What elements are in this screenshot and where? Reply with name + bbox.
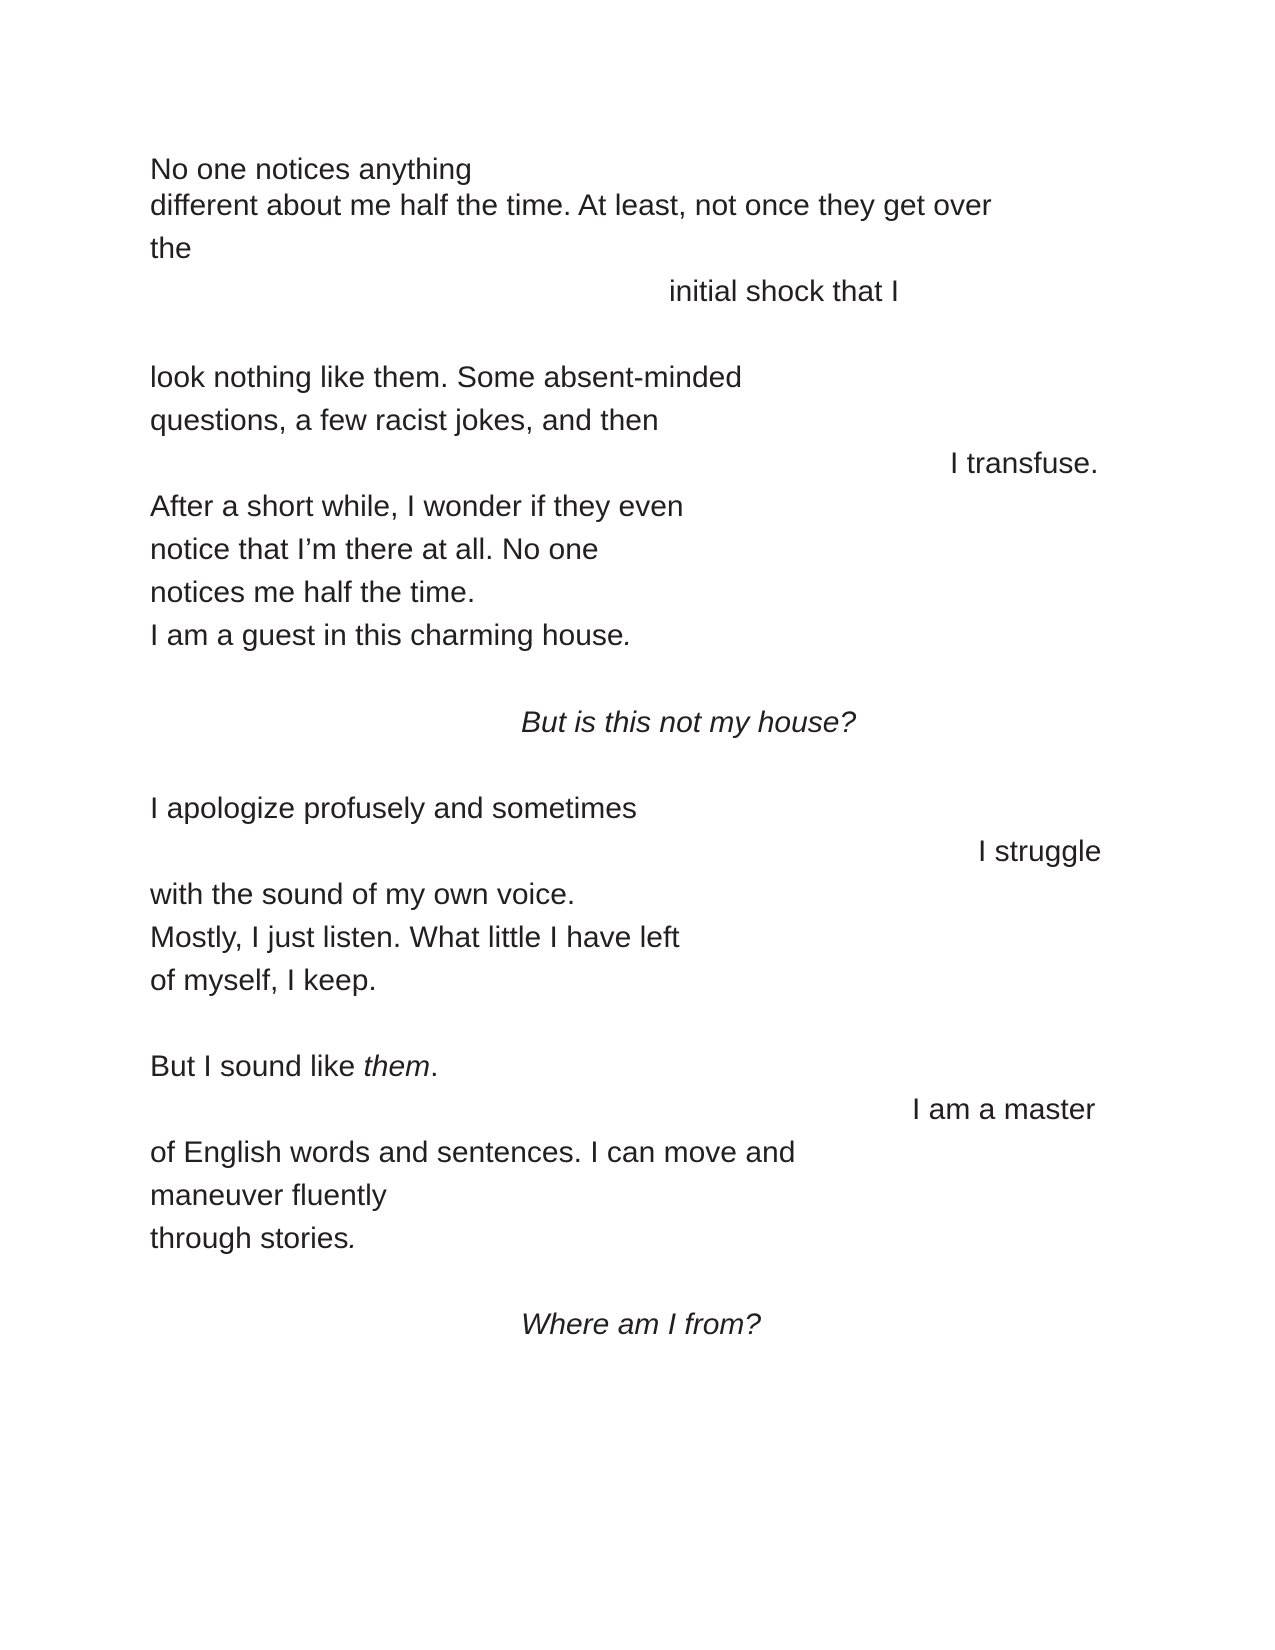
- poem-line-text: I am a guest in this charming house: [150, 619, 624, 652]
- poem-line: I apologize profusely and sometimes: [150, 792, 637, 825]
- poem-emphasis: them: [363, 1050, 431, 1083]
- poem-line: questions, a few racist jokes, and then: [150, 404, 659, 437]
- poem-line: [150, 613, 632, 658]
- poem-refrain: Where am I from?: [521, 1308, 762, 1341]
- poem-line: notice that I’m there at all. No one: [150, 533, 599, 566]
- poem-line: of myself, I keep.: [150, 964, 377, 997]
- poem-line: No one notices anything: [150, 153, 472, 186]
- poem-line-punctuation: .: [623, 619, 632, 652]
- poem-line: Mostly, I just listen. What little I have left: [150, 921, 680, 954]
- poem-line: different about me half the time. At least, not once they get over: [150, 189, 992, 222]
- poem-refrain: But is this not my house?: [521, 706, 857, 739]
- poem-line: look nothing like them. Some absent-minded: [150, 361, 743, 394]
- poem-line-text: through stories: [150, 1222, 349, 1255]
- poem-line: initial shock that I: [669, 275, 900, 308]
- poem-line: [150, 1216, 357, 1261]
- poem-line-punctuation: .: [430, 1050, 439, 1083]
- poem-line: [150, 1044, 439, 1089]
- poem-line: maneuver fluently: [150, 1179, 387, 1212]
- poem-line: I am a master: [912, 1093, 1096, 1126]
- poem-line-punctuation: .: [348, 1222, 357, 1255]
- poem-line-text: But I sound like: [150, 1050, 364, 1083]
- poem-line: the: [150, 232, 192, 265]
- poem-line: with the sound of my own voice.: [150, 878, 576, 911]
- poem-line: After a short while, I wonder if they even: [150, 490, 684, 523]
- poem-line: notices me half the time.: [150, 576, 476, 609]
- poem-line: of English words and sentences. I can move and: [150, 1136, 796, 1169]
- poem-line: I struggle: [978, 835, 1102, 868]
- poem-line: I transfuse.: [950, 447, 1099, 480]
